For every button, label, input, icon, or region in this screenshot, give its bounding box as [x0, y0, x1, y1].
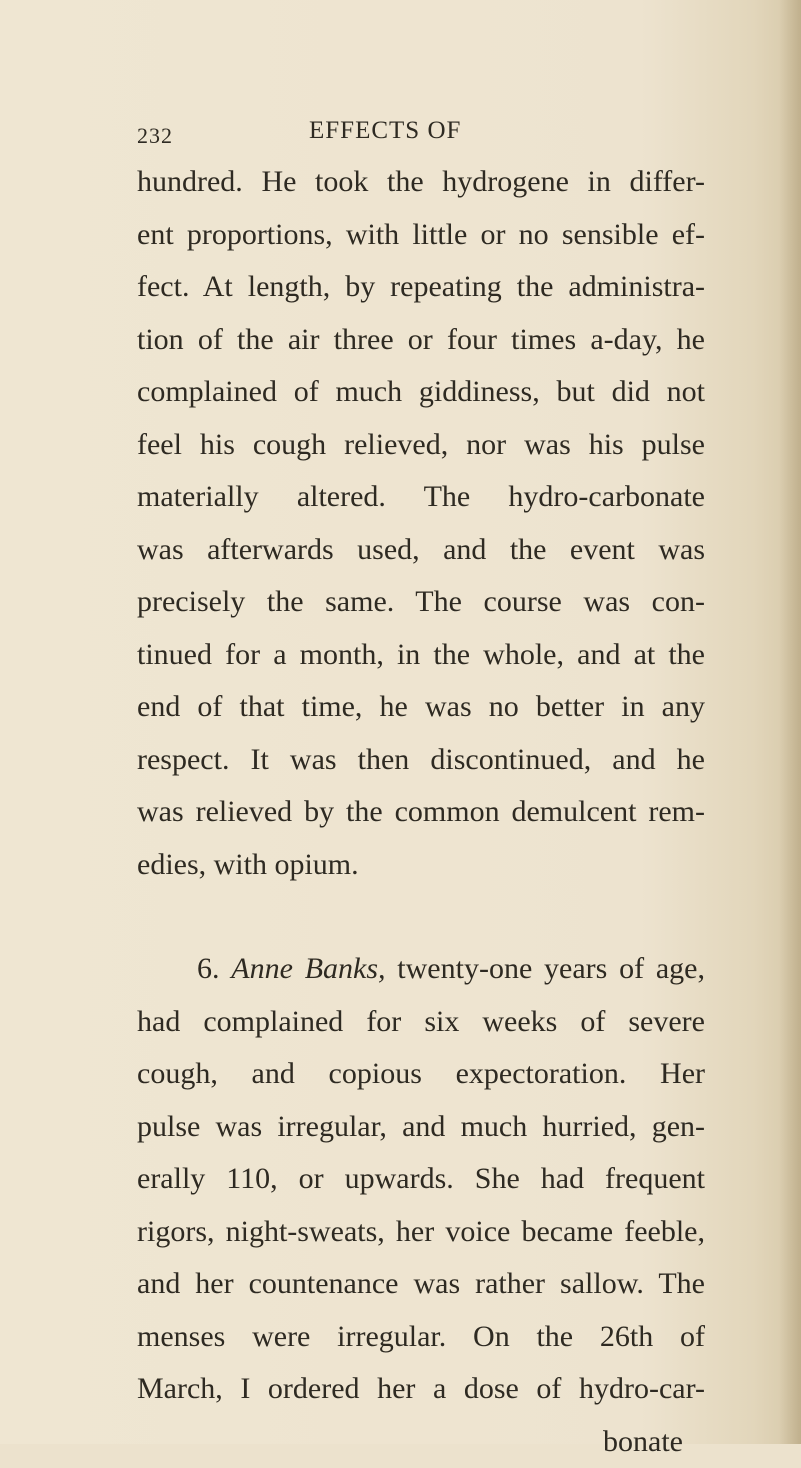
- text-line: cough, and copious expectoration. Her: [137, 1048, 705, 1101]
- text-line: menses were irregular. On the 26th of: [137, 1311, 705, 1364]
- text-line: had complained for six weeks of severe: [137, 996, 705, 1049]
- paragraph-1: [137, 156, 705, 891]
- page-edge-shadow: [779, 0, 801, 1444]
- case-number: 6.: [197, 952, 220, 985]
- text-line: hundred. He took the hydrogene in differ-: [137, 156, 705, 209]
- text-line: rigors, night-sweats, her voice became feeble,: [137, 1206, 705, 1259]
- running-title: EFFECTS OF: [309, 117, 461, 145]
- case-heading-line: [137, 943, 705, 996]
- text-line: March, I ordered her a dose of hydro-car-: [137, 1363, 705, 1416]
- catchword: bonate: [137, 1416, 705, 1468]
- text-line: pulse was irregular, and much hurried, gen-: [137, 1101, 705, 1154]
- paragraph-2: [137, 943, 705, 1468]
- patient-name: Anne Banks,: [231, 952, 385, 985]
- text-line: end of that time, he was no better in any: [137, 681, 705, 734]
- text-line: was relieved by the common demulcent rem-: [137, 786, 705, 839]
- text-line: tion of the air three or four times a-day, he: [137, 314, 705, 367]
- body-text: [137, 156, 705, 1468]
- text-line: erally 110, or upwards. She had frequent: [137, 1153, 705, 1206]
- text-line: and her countenance was rather sallow. The: [137, 1258, 705, 1311]
- text-line: precisely the same. The course was con-: [137, 576, 705, 629]
- case-heading-text: twenty-one years of age,: [397, 952, 705, 985]
- text-line: edies, with opium.: [137, 839, 705, 892]
- paragraph-gap: [137, 891, 705, 943]
- text-line: fect. At length, by repeating the administra-: [137, 261, 705, 314]
- text-line: ent proportions, with little or no sensible ef-: [137, 209, 705, 262]
- text-line: materially altered. The hydro-carbonate: [137, 471, 705, 524]
- text-line: tinued for a month, in the whole, and at the: [137, 629, 705, 682]
- text-line: complained of much giddiness, but did not: [137, 366, 705, 419]
- text-line: feel his cough relieved, nor was his pulse: [137, 419, 705, 472]
- text-line: was afterwards used, and the event was: [137, 524, 705, 577]
- text-line: respect. It was then discontinued, and he: [137, 734, 705, 787]
- page-number: 232: [137, 123, 173, 149]
